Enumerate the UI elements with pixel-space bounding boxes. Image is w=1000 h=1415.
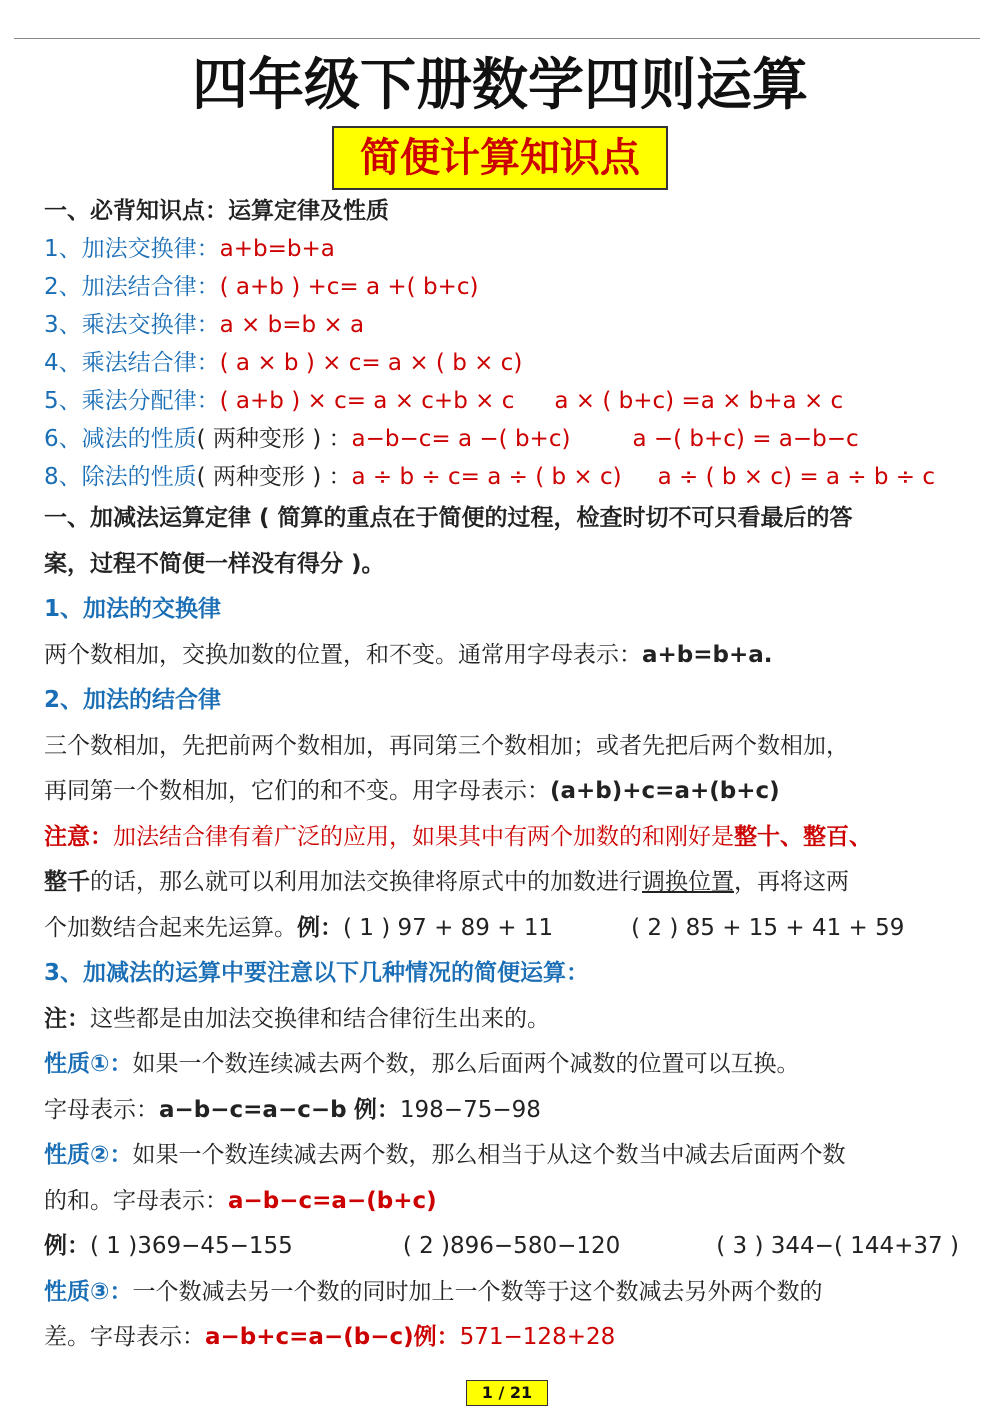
law-name: 1、加法交换律： (44, 236, 220, 262)
section2-heading-line2: 案，过程不简便一样没有得分 )。 (44, 550, 385, 577)
subsection-addition-commutative-text (44, 633, 964, 679)
law-formula-alt: a −( b+c) = a−b−c (632, 426, 859, 452)
note-text: 这些都是由加法交换律和结合律衍生出来的。 (90, 1005, 550, 1032)
property2-examples (44, 1224, 964, 1270)
example: 571−128+28 (459, 1324, 616, 1350)
subtitle-wrapper (0, 126, 1000, 190)
law-formula: a ÷ b ÷ c= a ÷ ( b × c) (351, 464, 622, 490)
property-text: 一个数减去另一个数的同时加上一个数等于这个数减去另外两个数的 (132, 1278, 823, 1305)
law-name: 2、加法结合律： (44, 274, 220, 300)
subsection-addition-commutative-title: 1、加法的交换律 (44, 596, 222, 622)
law-formula: ( a+b ) +c= a +( b+c) (219, 274, 479, 300)
subsection-addition-associative-text2 (44, 769, 964, 815)
law-division-property (44, 458, 964, 496)
note-emphasis: 整千 (44, 869, 90, 895)
note-text: 的话，那么就可以利用加法交换律将原式中的加数进行 (90, 869, 642, 895)
property-text: 如果一个数连续减去两个数，那么相当于从这个数当中减去后面两个数 (132, 1142, 846, 1168)
law-formula-alt: a × ( b+c) =a × b+a × c (554, 388, 844, 414)
note-line1 (44, 815, 964, 861)
document-body (44, 192, 964, 1361)
note-label: 注： (44, 1005, 90, 1032)
subsection-subtraction-note (44, 997, 964, 1043)
property-text: 如果一个数连续减去两个数，那么后面两个减数的位置可以互换。 (132, 1051, 800, 1077)
law-addition-associative (44, 268, 964, 306)
law-formula: ( a+b ) × c= a × c+b × c (219, 388, 515, 414)
law-formula: a−b−c= a −( b+c) (351, 426, 571, 452)
section2-heading-line1: 一、加减法运算定律 ( 简算的重点在于简便的过程，检查时切不可只看最后的答 (44, 505, 853, 531)
law-multiplication-associative (44, 344, 964, 382)
example-label: 例： (413, 1324, 460, 1350)
example-label: 例： (44, 1233, 90, 1259)
example-2: ( 2 ) 85 + 15 + 41 + 59 (631, 914, 905, 941)
example-1: ( 1 ) 97 + 89 + 11 (343, 914, 554, 941)
example-label: 例： (353, 1096, 400, 1123)
law-formula: a+b=b+a (219, 236, 335, 262)
property2-text1 (44, 1133, 964, 1179)
note-underlined: 调换位置 (642, 869, 734, 895)
law-paren: ( 两种变形 ) ： (196, 464, 352, 490)
page-subtitle: 简便计算知识点 (332, 126, 668, 190)
law-formula-alt: a ÷ ( b × c) = a ÷ b ÷ c (657, 464, 936, 490)
example-3: ( 3 ) 344−( 144+37 ) (716, 1233, 959, 1259)
law-distributive (44, 382, 964, 420)
formula: a+b=b+a. (642, 641, 773, 668)
law-paren: ( 两种变形 ) ： (196, 426, 352, 452)
law-formula: ( a × b ) × c= a × ( b × c) (219, 350, 523, 376)
law-multiplication-commutative (44, 306, 964, 344)
formula: a−b−c=a−(b+c) (228, 1187, 437, 1214)
note-line3 (44, 906, 964, 952)
property-label: 性质③： (44, 1278, 133, 1305)
page-title: 四年级下册数学四则运算 (192, 53, 808, 118)
property-text: 差。字母表示： (44, 1324, 205, 1350)
example: 198−75−98 (399, 1096, 541, 1123)
example-2: ( 2 )896−580−120 (402, 1233, 621, 1259)
section1-heading: 一、必背知识点：运算定律及性质 (44, 198, 389, 224)
formula: a−b+c=a−(b−c) (205, 1324, 414, 1350)
subsection-addition-associative-text1: 三个数相加，先把前两个数相加，再同第三个数相加；或者先把后两个数相加， (44, 732, 849, 759)
property-label: 性质②： (44, 1142, 133, 1168)
law-name: 6、减法的性质 (44, 426, 197, 452)
example-1: ( 1 )369−45−155 (90, 1233, 293, 1259)
letter-label: 字母表示： (44, 1096, 159, 1123)
law-name: 5、乘法分配律： (44, 388, 220, 414)
property3-text2 (44, 1315, 964, 1361)
note-emphasis: 整十、整百、 (734, 823, 872, 850)
property1-text (44, 1042, 964, 1088)
subsection-addition-associative-title: 2、加法的结合律 (44, 687, 222, 713)
formula: (a+b)+c=a+(b+c) (550, 778, 780, 804)
note-text: ，再将这两 (734, 869, 849, 895)
property1-formula (44, 1088, 964, 1134)
property-text: 的和。字母表示： (44, 1187, 228, 1214)
body-text: 两个数相加，交换加数的位置，和不变。通常用字母表示： (44, 641, 642, 668)
law-addition-commutative (44, 230, 964, 268)
body-text: 再同第一个数相加，它们的和不变。用字母表示： (44, 778, 550, 804)
example-label: 例： (297, 914, 343, 941)
property-label: 性质①： (44, 1051, 133, 1077)
law-name: 3、乘法交换律： (44, 312, 220, 338)
note-text: 加法结合律有着广泛的应用，如果其中有两个加数的和刚好是 (113, 823, 734, 850)
formula: a−b−c=a−c−b (159, 1096, 347, 1123)
law-name: 8、除法的性质 (44, 464, 197, 490)
property2-text2 (44, 1179, 964, 1225)
top-rule (14, 38, 980, 39)
property3-text1 (44, 1270, 964, 1316)
law-formula: a × b=b × a (219, 312, 365, 338)
law-name: 4、乘法结合律： (44, 350, 220, 376)
page-number: 1 / 21 (466, 1380, 548, 1406)
note-label: 注意： (44, 823, 113, 850)
note-line2 (44, 860, 964, 906)
note-text: 个加数结合起来先运算。 (44, 914, 297, 941)
law-subtraction-property (44, 420, 964, 458)
subsection-subtraction-title: 3、加减法的运算中要注意以下几种情况的简便运算： (44, 960, 590, 986)
